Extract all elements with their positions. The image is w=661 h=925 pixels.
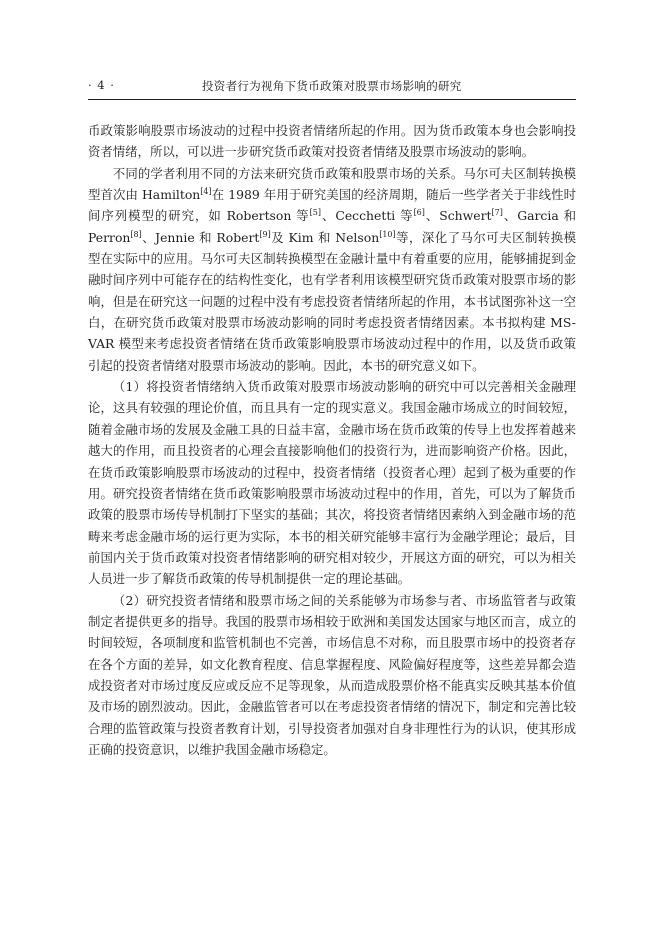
text-run: 在 1989 年用于研究美国的经济周期，随后一些学者关于非线性时间序列模型的研究，如 Robertson 等 [88,187,576,224]
paragraph [88,376,576,589]
text-run: 及 Kim 和 Nelson [270,229,380,245]
page-header [88,78,576,98]
citation-ref: [7] [491,208,503,218]
text-run: 、Garcia 和 Perron [88,208,577,245]
text-run: （1）将投资者情绪纳入货币政策对股票市场波动影响的研究中可以完善相关金融理论，这具有较强的理论价值，而且具有一定的现实意义。我国金融市场成立的时间较短，随着金融市场的发展及金融工具的日益丰富，金融市场在货币政策的传导上也发挥着越来越大的作用，而且投资者的心理会直接影响他们的投资行为，进而影响资产价格。因此，在货币政策影响股票市场波动的过程中，投资者情绪（投资者心理）起到了极为重要的作用。研究投资者情绪在货币政策影响股票市场波动过程中的作用，首先，可以为了解货币政策的股票市场传导机制打下坚实的基础；其次，将投资者情绪因素纳入到金融市场的范畴来考虑金融市场的运行更为实际，本书的相关研究能够丰富行为金融学理论；最后，目前国内关于货币政策对投资者情绪影响的研究相对较少，开展这方面的研究，可以为相关人员进一步了解货币政策的传导机制提供一定的理论基础。 [88,379,576,587]
text-run: 不同的学者利用不同的方法来研究货币政策和股票市场的关系。马尔可夫区制转换模型首次由 Hamilton [88,165,576,203]
text-run: 等，深化了马尔可夫区制转换模型在实际中的应用。马尔可夫区制转换模型在金融计量中有着重要的应用，能够捕捉到金融时间序列中可能存在的结构性变化，也有学者利用该模型研究货币政策对股票市场的影响，但是在研究这一问题的过程中没有考虑投资者情绪所起的作用，本书试图弥补这一空白，在研究货币政策对股票市场波动影响的同时考虑投资者情绪因素。本书拟构建 MS-VAR 模型来考虑投资者情绪在货币政策影响股票市场波动过程中的作用，以及货币政策引起的投资者情绪对股票市场波动的影响。因此，本书的研究意义如下。 [88,229,576,373]
citation-ref: [5] [309,208,321,218]
text-run: 、Cecchetti 等 [321,208,414,224]
citation-ref: [6] [413,208,425,218]
citation-ref: [4] [200,187,212,197]
text-run: 、Schwert [424,208,492,224]
text-run: （2）研究投资者情绪和股票市场之间的关系能够为市场参与者、市场监管者与政策制定者提供更多的指导。我国的股票市场相较于欧洲和美国发达国家与地区而言，成立的时间较短，各项制度和监管机制也不完善，市场信息不对称，而且股票市场中的投资者存在各个方面的差异，如文化教育程度、信息掌握程度、风险偏好程度等，这些差异都会造成投资者对市场过度反应或反应不足等现象，从而造成股票价格不能真实反映其基本价值及市场的剧烈波动。因此，金融监管者可以在考虑投资者情绪的情况下，制定和完善比较合理的监管政策与投资者教育计划，引导投资者加强对自身非理性行为的认识，使其形成正确的投资意识，以维护我国金融市场稳定。 [88,592,576,757]
citation-ref: [10] [379,229,396,239]
text-run: 、Jennie 和 Robert [141,229,260,245]
running-title: 投资者行为视角下货币政策对股票市场影响的研究 [202,79,462,93]
paragraph [88,590,576,761]
paragraph [88,120,576,163]
citation-ref: [8] [130,229,142,239]
paragraph [88,163,576,376]
header-rule [88,99,576,100]
page-number: · 4 · [88,78,115,92]
text-run: 币政策影响股票市场波动的过程中投资者情绪所起的作用。因为货币政策本身也会影响投资者情绪，所以，可以进一步研究货币政策对投资者情绪及股票市场波动的影响。 [88,123,576,160]
body-text [88,120,576,760]
citation-ref: [9] [259,229,271,239]
